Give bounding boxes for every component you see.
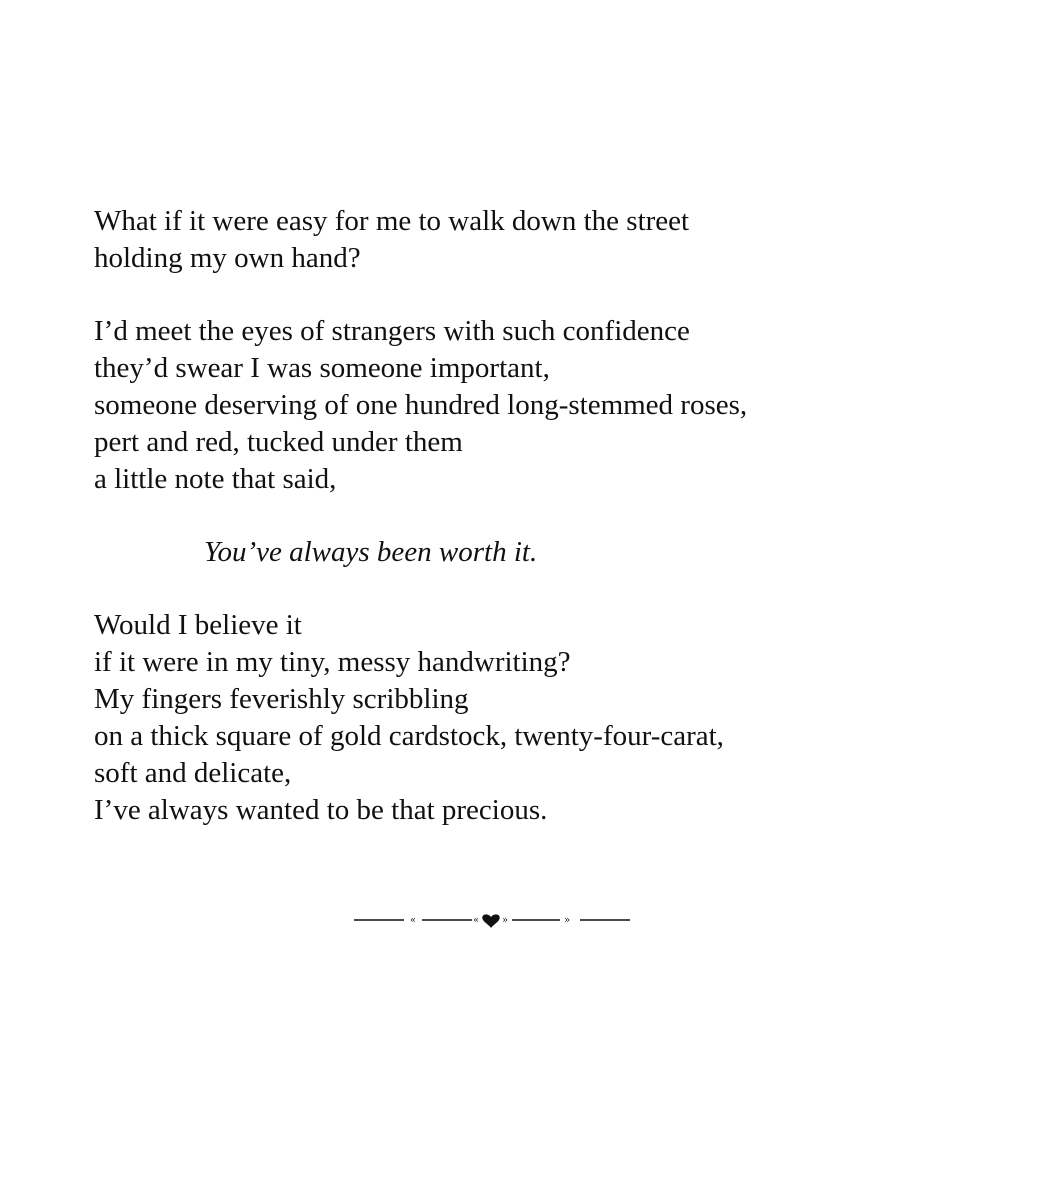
poem-line: Would I believe it [94,609,302,641]
poem-line: pert and red, tucked under them [94,426,463,458]
svg-text:«: « [410,915,417,926]
poem-line: What if it were easy for me to walk down the street [94,205,690,237]
italic-note-line: You’ve always been worth it. [204,536,538,568]
poem-line: I’ve always wanted to be that precious. [94,794,548,826]
svg-text:»: » [564,915,571,926]
stanza-1 [94,203,974,277]
heart-flourish-divider-icon [354,909,630,933]
poem-line: I’d meet the eyes of strangers with such confidence [94,315,690,347]
poem-line: on a thick square of gold cardstock, twenty-four-carat, [94,720,724,752]
stanza-2 [94,313,974,498]
poem-line: soft and delicate, [94,757,292,789]
poem-line: My fingers feverishly scribbling [94,683,469,715]
poem-line: holding my own hand? [94,242,361,274]
svg-text:«: « [473,915,480,926]
stanza-3 [94,607,974,829]
poem-line: a little note that said, [94,463,337,495]
poem-line: they’d swear I was someone important, [94,352,550,384]
svg-text:»: » [502,915,509,926]
poem-line: if it were in my tiny, messy handwriting? [94,646,571,678]
poem [94,203,974,865]
poem-line: someone deserving of one hundred long-stemmed roses, [94,389,748,421]
